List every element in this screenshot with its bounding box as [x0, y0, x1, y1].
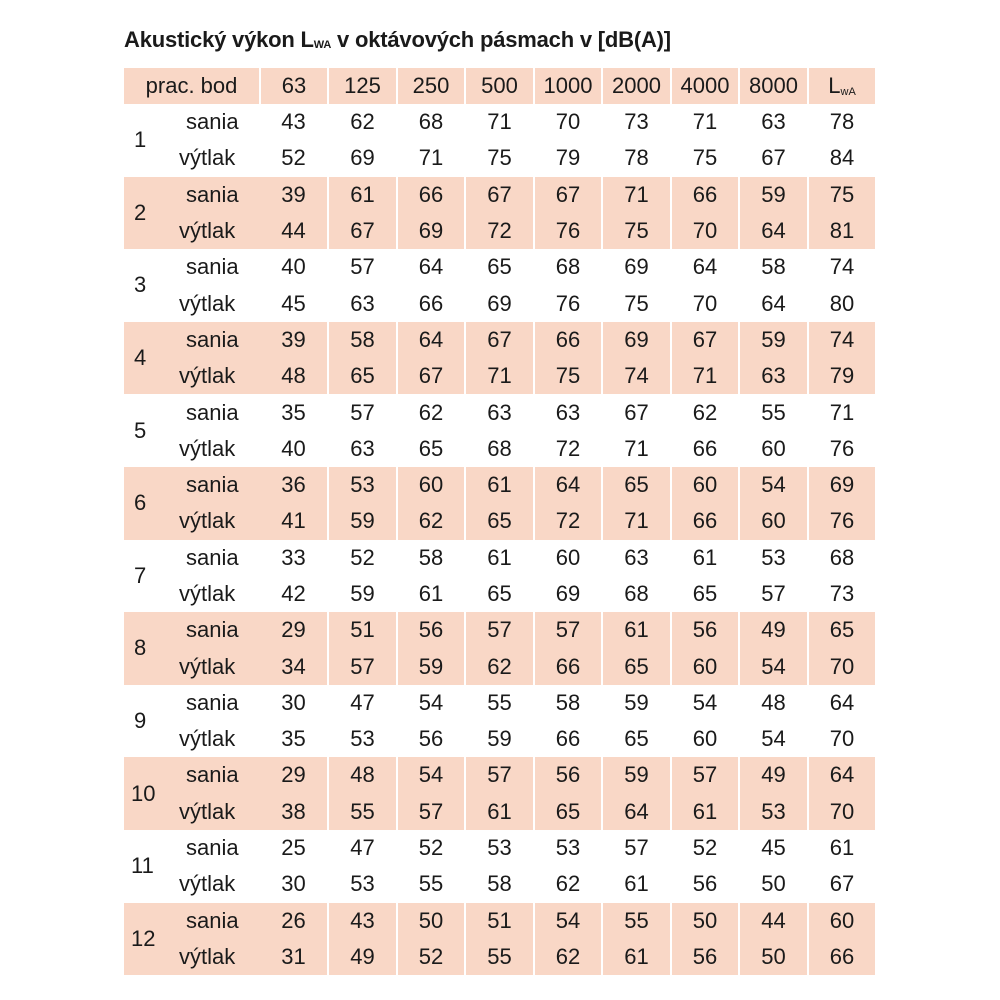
value-cell-63: 34	[260, 648, 328, 684]
value-cell-8000: 54	[739, 467, 808, 503]
value-cell-lwa: 70	[808, 648, 875, 684]
value-cell-63: 43	[260, 104, 328, 140]
value-cell-1000: 67	[534, 177, 602, 213]
header-band-500: 500	[465, 68, 534, 104]
table-body	[124, 104, 875, 975]
mode-discharge-label: výtlak	[179, 435, 236, 461]
value-cell-8000: 58	[739, 249, 808, 285]
value-cell-250: 69	[397, 213, 465, 249]
value-cell-63: 29	[260, 612, 328, 648]
value-cell-1000: 65	[534, 794, 602, 830]
value-cell-250: 66	[397, 285, 465, 321]
value-cell-2000: 55	[602, 903, 671, 939]
value-cell-63: 36	[260, 467, 328, 503]
value-cell-63: 25	[260, 830, 328, 866]
operating-point-cell: 10	[124, 757, 176, 830]
mode-suction-label: sania	[176, 177, 260, 213]
value-cell-4000: 71	[671, 358, 739, 394]
header-band-125: 125	[328, 68, 397, 104]
value-cell-4000: 60	[671, 467, 739, 503]
value-cell-125: 59	[328, 576, 397, 612]
value-cell-2000: 65	[602, 721, 671, 757]
title-prefix: Akustický výkon L	[124, 27, 314, 52]
value-cell-8000: 49	[739, 757, 808, 793]
value-cell-4000: 52	[671, 830, 739, 866]
value-cell-1000: 63	[534, 394, 602, 430]
sound-power-table	[124, 68, 875, 975]
value-cell-63: 52	[260, 140, 328, 176]
value-cell-125: 65	[328, 358, 397, 394]
value-cell-2000: 61	[602, 866, 671, 902]
value-cell-8000: 63	[739, 358, 808, 394]
table-row	[124, 177, 875, 213]
value-cell-125: 52	[328, 540, 397, 576]
value-cell-125: 69	[328, 140, 397, 176]
value-cell-63: 35	[260, 721, 328, 757]
table-row	[124, 467, 875, 503]
value-cell-2000: 67	[602, 394, 671, 430]
mode-suction-label: sania	[186, 544, 239, 570]
value-cell-8000: 48	[739, 685, 808, 721]
value-cell-500: 63	[465, 394, 534, 430]
value-cell-250: 56	[397, 721, 465, 757]
value-cell-lwa: 69	[808, 467, 875, 503]
value-cell-500: 69	[465, 285, 534, 321]
value-cell-1000: 79	[534, 140, 602, 176]
value-cell-500: 75	[465, 140, 534, 176]
value-cell-63: 44	[260, 213, 328, 249]
value-cell-250: 52	[397, 830, 465, 866]
value-cell-1000: 76	[534, 213, 602, 249]
header-band-8000: 8000	[739, 68, 808, 104]
value-cell-8000: 53	[739, 794, 808, 830]
mode-discharge-label: výtlak	[179, 871, 236, 897]
operating-point-cell: 4	[124, 322, 176, 395]
value-cell-125: 47	[328, 830, 397, 866]
value-cell-2000: 73	[602, 104, 671, 140]
value-cell-4000: 61	[671, 794, 739, 830]
table-row	[124, 322, 875, 358]
value-cell-2000: 65	[602, 648, 671, 684]
mode-discharge-label: výtlak	[176, 939, 260, 975]
value-cell-250: 57	[397, 794, 465, 830]
table-row	[124, 648, 875, 684]
value-cell-lwa: 73	[829, 581, 855, 606]
value-cell-125: 58	[328, 322, 397, 358]
value-cell-8000: 50	[739, 939, 808, 975]
value-cell-250: 60	[397, 467, 465, 503]
table-row	[124, 503, 875, 539]
value-cell-1000: 68	[534, 249, 602, 285]
value-cell-4000: 71	[671, 104, 739, 140]
value-cell-4000: 70	[671, 213, 739, 249]
value-cell-8000: 59	[739, 177, 808, 213]
header-lwa-sub: wA	[840, 86, 856, 98]
operating-point-cell: 9	[134, 708, 147, 734]
value-cell-4000: 50	[671, 903, 739, 939]
value-cell-125: 59	[328, 503, 397, 539]
value-cell-250: 59	[397, 648, 465, 684]
value-cell-500: 65	[465, 503, 534, 539]
value-cell-1000: 60	[534, 540, 602, 576]
value-cell-125: 43	[328, 903, 397, 939]
header-band-2000: 2000	[602, 68, 671, 104]
value-cell-4000: 60	[671, 648, 739, 684]
value-cell-2000: 69	[602, 249, 671, 285]
operating-point-cell: 5	[134, 417, 147, 443]
value-cell-lwa: 64	[829, 689, 855, 715]
value-cell-63: 39	[260, 322, 328, 358]
value-cell-8000: 54	[739, 648, 808, 684]
value-cell-4000: 67	[671, 322, 739, 358]
value-cell-lwa: 60	[808, 903, 875, 939]
value-cell-500: 55	[465, 685, 534, 721]
value-cell-1000: 57	[534, 612, 602, 648]
value-cell-500: 59	[465, 721, 534, 757]
table-title	[124, 27, 671, 53]
mode-suction-label: sania	[176, 322, 260, 358]
value-cell-1000: 64	[534, 467, 602, 503]
value-cell-1000: 62	[534, 866, 602, 902]
value-cell-500: 53	[465, 830, 534, 866]
value-cell-63: 33	[260, 540, 328, 576]
table-row	[124, 394, 875, 430]
value-cell-250: 56	[397, 612, 465, 648]
value-cell-125: 49	[328, 939, 397, 975]
header-lwa-main: L	[828, 73, 841, 98]
value-cell-8000: 64	[739, 285, 808, 321]
value-cell-250: 61	[397, 576, 465, 612]
mode-discharge-label: výtlak	[179, 581, 236, 606]
value-cell-lwa: 65	[808, 612, 875, 648]
title-suffix: v oktávových pásmach v [dB(A)]	[331, 27, 671, 52]
value-cell-lwa: 74	[829, 254, 855, 280]
mode-suction-label: sania	[186, 109, 239, 135]
value-cell-4000: 56	[671, 612, 739, 648]
value-cell-2000: 68	[602, 576, 671, 612]
value-cell-1000: 62	[534, 939, 602, 975]
value-cell-lwa: 61	[829, 835, 855, 861]
value-cell-500: 72	[465, 213, 534, 249]
table-row	[124, 431, 875, 467]
value-cell-500: 57	[465, 612, 534, 648]
operating-point-cell: 6	[124, 467, 176, 540]
mode-discharge-label: výtlak	[179, 726, 236, 752]
value-cell-2000: 71	[602, 177, 671, 213]
table-row	[124, 721, 875, 757]
value-cell-4000: 70	[671, 285, 739, 321]
value-cell-lwa: 81	[808, 213, 875, 249]
value-cell-125: 67	[328, 213, 397, 249]
value-cell-1000: 72	[534, 503, 602, 539]
value-cell-lwa: 76	[808, 503, 875, 539]
value-cell-125: 63	[328, 431, 397, 467]
value-cell-1000: 58	[534, 685, 602, 721]
mode-suction-label: sania	[186, 254, 239, 280]
value-cell-4000: 57	[671, 757, 739, 793]
value-cell-8000: 60	[739, 431, 808, 467]
value-cell-1000: 76	[534, 285, 602, 321]
operating-point-cell: 8	[124, 612, 176, 685]
value-cell-63: 35	[260, 394, 328, 430]
header-band-1000: 1000	[534, 68, 602, 104]
value-cell-500: 67	[465, 322, 534, 358]
value-cell-500: 51	[465, 903, 534, 939]
value-cell-125: 47	[328, 685, 397, 721]
value-cell-8000: 55	[739, 394, 808, 430]
table-row	[124, 576, 875, 612]
value-cell-500: 65	[465, 249, 534, 285]
value-cell-500: 65	[465, 576, 534, 612]
value-cell-125: 48	[328, 757, 397, 793]
table-row	[124, 285, 875, 321]
value-cell-8000: 57	[739, 576, 808, 612]
mode-discharge-label: výtlak	[179, 145, 236, 171]
mode-discharge-label: výtlak	[176, 213, 260, 249]
operating-point-cell: 2	[124, 177, 176, 250]
table-row	[124, 104, 875, 140]
mode-suction-label: sania	[186, 399, 239, 425]
value-cell-lwa: 75	[808, 177, 875, 213]
value-cell-63: 30	[260, 685, 328, 721]
table-row	[124, 866, 875, 902]
value-cell-1000: 69	[534, 576, 602, 612]
value-cell-4000: 66	[671, 503, 739, 539]
value-cell-2000: 61	[602, 612, 671, 648]
value-cell-4000: 65	[671, 576, 739, 612]
value-cell-63: 40	[260, 431, 328, 467]
value-cell-2000: 75	[602, 213, 671, 249]
operating-point-cell: 3	[134, 272, 147, 298]
value-cell-125: 53	[328, 467, 397, 503]
value-cell-125: 53	[328, 721, 397, 757]
value-cell-lwa: 74	[808, 322, 875, 358]
value-cell-500: 62	[465, 648, 534, 684]
value-cell-4000: 56	[671, 866, 739, 902]
value-cell-2000: 65	[602, 467, 671, 503]
value-cell-1000: 70	[534, 104, 602, 140]
value-cell-4000: 56	[671, 939, 739, 975]
value-cell-4000: 64	[671, 249, 739, 285]
value-cell-2000: 59	[602, 685, 671, 721]
value-cell-250: 62	[397, 503, 465, 539]
value-cell-8000: 49	[739, 612, 808, 648]
value-cell-500: 55	[465, 939, 534, 975]
value-cell-1000: 56	[534, 757, 602, 793]
value-cell-2000: 61	[602, 939, 671, 975]
value-cell-8000: 60	[739, 503, 808, 539]
header-band-4000: 4000	[671, 68, 739, 104]
title-subscript: WA	[313, 39, 332, 51]
value-cell-125: 57	[328, 648, 397, 684]
value-cell-250: 54	[397, 685, 465, 721]
value-cell-125: 51	[328, 612, 397, 648]
value-cell-1000: 72	[534, 431, 602, 467]
value-cell-lwa: 67	[829, 871, 855, 897]
value-cell-250: 50	[397, 903, 465, 939]
value-cell-250: 54	[397, 757, 465, 793]
value-cell-125: 62	[328, 104, 397, 140]
table-row	[124, 140, 875, 176]
mode-discharge-label: výtlak	[176, 794, 260, 830]
value-cell-lwa: 80	[829, 290, 855, 316]
header-row	[124, 68, 875, 104]
value-cell-250: 67	[397, 358, 465, 394]
value-cell-8000: 63	[739, 104, 808, 140]
value-cell-8000: 44	[739, 903, 808, 939]
value-cell-63: 31	[260, 939, 328, 975]
value-cell-250: 64	[397, 249, 465, 285]
value-cell-2000: 75	[602, 285, 671, 321]
value-cell-8000: 64	[739, 213, 808, 249]
value-cell-2000: 64	[602, 794, 671, 830]
value-cell-63: 29	[260, 757, 328, 793]
value-cell-2000: 69	[602, 322, 671, 358]
value-cell-250: 62	[397, 394, 465, 430]
value-cell-1000: 53	[534, 830, 602, 866]
value-cell-2000: 59	[602, 757, 671, 793]
value-cell-125: 57	[328, 249, 397, 285]
table-row	[124, 830, 875, 866]
mode-discharge-label: výtlak	[176, 358, 260, 394]
value-cell-63: 41	[260, 503, 328, 539]
header-band-63: 63	[260, 68, 328, 104]
value-cell-500: 61	[465, 794, 534, 830]
value-cell-125: 63	[328, 285, 397, 321]
value-cell-8000: 50	[739, 866, 808, 902]
value-cell-250: 58	[397, 540, 465, 576]
value-cell-4000: 60	[671, 721, 739, 757]
value-cell-125: 57	[328, 394, 397, 430]
value-cell-lwa: 66	[808, 939, 875, 975]
value-cell-125: 53	[328, 866, 397, 902]
mode-discharge-label: výtlak	[176, 503, 260, 539]
value-cell-2000: 71	[602, 503, 671, 539]
value-cell-500: 68	[465, 431, 534, 467]
operating-point-cell: 1	[134, 127, 147, 153]
table-row	[124, 939, 875, 975]
table-row	[124, 358, 875, 394]
value-cell-500: 57	[465, 757, 534, 793]
value-cell-63: 40	[260, 249, 328, 285]
value-cell-1000: 66	[534, 648, 602, 684]
operating-point-cell: 11	[131, 853, 154, 879]
table-row	[124, 213, 875, 249]
value-cell-1000: 54	[534, 903, 602, 939]
value-cell-500: 67	[465, 177, 534, 213]
value-cell-500: 71	[465, 358, 534, 394]
value-cell-1000: 75	[534, 358, 602, 394]
value-cell-63: 42	[260, 576, 328, 612]
value-cell-lwa: 78	[829, 109, 855, 135]
value-cell-125: 55	[328, 794, 397, 830]
value-cell-63: 30	[260, 866, 328, 902]
value-cell-4000: 66	[671, 431, 739, 467]
value-cell-63: 39	[260, 177, 328, 213]
mode-suction-label: sania	[176, 467, 260, 503]
value-cell-lwa: 64	[808, 757, 875, 793]
value-cell-250: 52	[397, 939, 465, 975]
mode-suction-label: sania	[176, 612, 260, 648]
mode-suction-label: sania	[186, 835, 239, 861]
value-cell-4000: 66	[671, 177, 739, 213]
value-cell-2000: 78	[602, 140, 671, 176]
value-cell-lwa: 71	[829, 399, 855, 425]
value-cell-4000: 54	[671, 685, 739, 721]
value-cell-1000: 66	[534, 721, 602, 757]
table-row	[124, 249, 875, 285]
value-cell-500: 61	[465, 540, 534, 576]
value-cell-lwa: 79	[808, 358, 875, 394]
value-cell-2000: 63	[602, 540, 671, 576]
value-cell-500: 71	[465, 104, 534, 140]
value-cell-lwa: 68	[829, 544, 855, 570]
value-cell-1000: 66	[534, 322, 602, 358]
mode-discharge-label: výtlak	[179, 290, 236, 316]
mode-suction-label: sania	[176, 903, 260, 939]
table-row	[124, 685, 875, 721]
value-cell-lwa: 76	[829, 435, 855, 461]
value-cell-lwa: 84	[829, 145, 855, 171]
value-cell-2000: 57	[602, 830, 671, 866]
value-cell-8000: 45	[739, 830, 808, 866]
table-row	[124, 903, 875, 939]
operating-point-cell: 7	[134, 562, 147, 588]
value-cell-250: 55	[397, 866, 465, 902]
value-cell-63: 38	[260, 794, 328, 830]
value-cell-250: 66	[397, 177, 465, 213]
header-operating-point: prac. bod	[124, 68, 260, 104]
value-cell-4000: 75	[671, 140, 739, 176]
value-cell-8000: 54	[739, 721, 808, 757]
value-cell-4000: 61	[671, 540, 739, 576]
value-cell-63: 48	[260, 358, 328, 394]
table-row	[124, 757, 875, 793]
value-cell-lwa: 70	[808, 794, 875, 830]
mode-suction-label: sania	[176, 757, 260, 793]
table-row	[124, 540, 875, 576]
table-row	[124, 612, 875, 648]
value-cell-lwa: 70	[829, 726, 855, 752]
value-cell-4000: 62	[671, 394, 739, 430]
value-cell-63: 45	[260, 285, 328, 321]
value-cell-63: 26	[260, 903, 328, 939]
value-cell-125: 61	[328, 177, 397, 213]
table-row	[124, 794, 875, 830]
value-cell-8000: 59	[739, 322, 808, 358]
value-cell-250: 65	[397, 431, 465, 467]
header-band-250: 250	[397, 68, 465, 104]
value-cell-8000: 53	[739, 540, 808, 576]
value-cell-500: 58	[465, 866, 534, 902]
value-cell-500: 61	[465, 467, 534, 503]
mode-suction-label: sania	[186, 689, 239, 715]
header-lwa	[808, 68, 875, 104]
value-cell-8000: 67	[739, 140, 808, 176]
mode-discharge-label: výtlak	[176, 648, 260, 684]
value-cell-250: 71	[397, 140, 465, 176]
value-cell-2000: 74	[602, 358, 671, 394]
value-cell-250: 64	[397, 322, 465, 358]
value-cell-2000: 71	[602, 431, 671, 467]
operating-point-cell: 12	[124, 903, 176, 976]
value-cell-250: 68	[397, 104, 465, 140]
